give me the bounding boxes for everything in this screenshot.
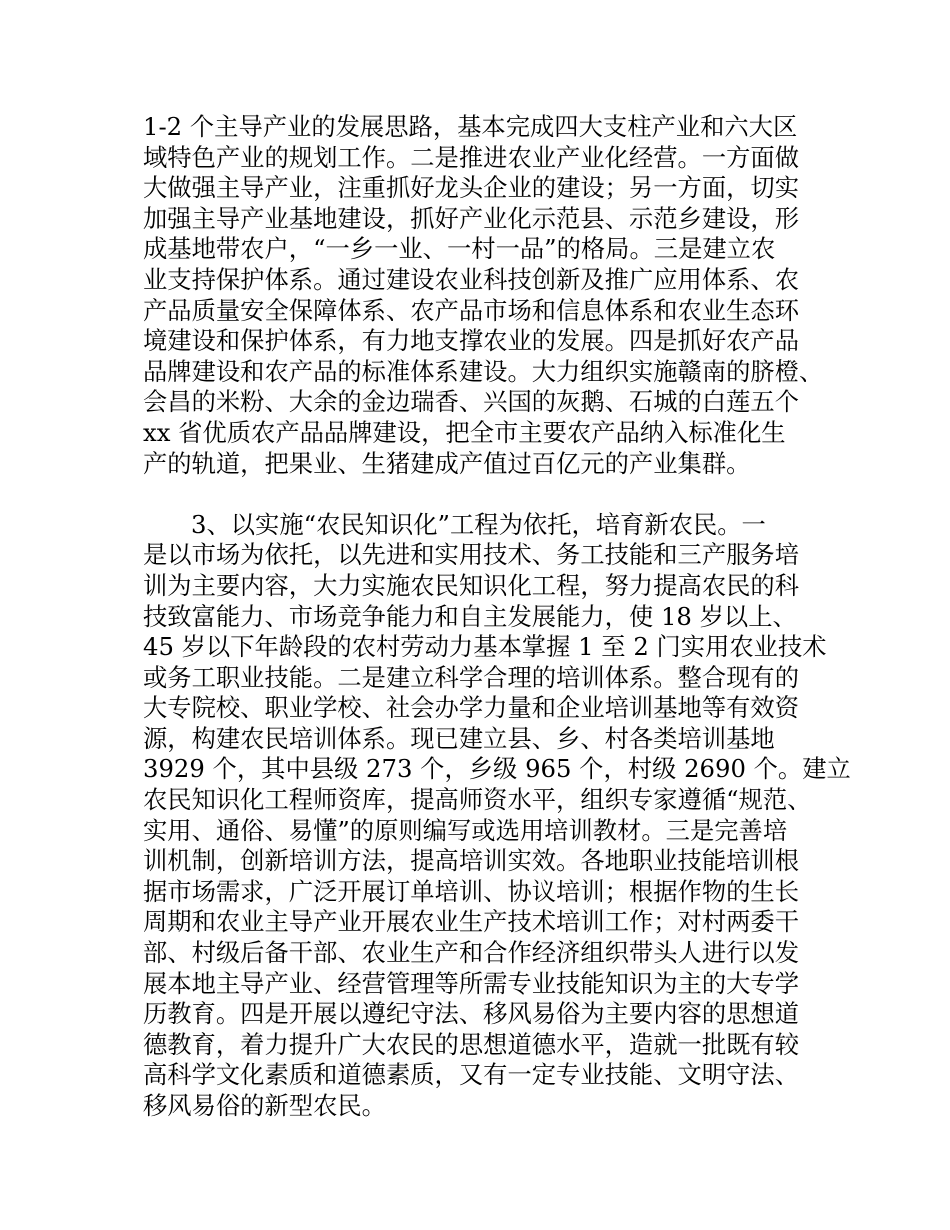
text-line: 域特色产业的规划工作。二是推进农业产业化经营。一方面做 xyxy=(143,142,800,172)
text-line: 大做强主导产业，注重抓好龙头企业的建设；另一方面，切实 xyxy=(143,173,800,203)
text-line: 45 岁以下年龄段的农村劳动力基本掌握 1 至 2 门实用农业技术 xyxy=(143,632,827,662)
text-line: 3929 个，其中县级 273 个，乡级 965 个，村级 2690 个。建立 xyxy=(143,754,851,784)
text-line: xx 省优质农产品品牌建设，把全市主要农产品纳入标准化生 xyxy=(143,417,786,447)
text-line: 高科学文化素质和道德素质，又有一定专业技能、文明守法、 xyxy=(143,1060,800,1090)
text-line: 技致富能力、市场竞争能力和自主发展能力，使 18 岁以上、 xyxy=(143,601,797,631)
text-line: 历教育。四是开展以遵纪守法、移风易俗为主要内容的思想道 xyxy=(143,999,800,1029)
text-line: 1-2 个主导产业的发展思路，基本完成四大支柱产业和六大区 xyxy=(143,112,798,141)
text-line: 境建设和保护体系，有力地支撑农业的发展。四是抓好农产品 xyxy=(143,326,800,356)
text-line: 据市场需求，广泛开展订单培训、协议培训；根据作物的生长 xyxy=(143,876,800,906)
text-line: 是以市场为依托，以先进和实用技术、务工技能和三产服务培 xyxy=(143,540,800,570)
text-line: 源，构建农民培训体系。现已建立县、乡、村各类培训基地 xyxy=(143,723,775,753)
text-line: 会昌的米粉、大余的金边瑞香、兴国的灰鹅、石城的白莲五个 xyxy=(143,387,800,417)
text-line-first: 3、以实施“农民知识化”工程为依托，培育新农民。一 xyxy=(191,509,766,539)
text-line: 实用、通俗、易懂”的原则编写或选用培训教材。三是完善培 xyxy=(143,815,788,845)
text-line: 品牌建设和农产品的标准体系建设。大力组织实施赣南的脐橙、 xyxy=(143,356,824,386)
text-line: 训机制，创新培训方法，提高培训实效。各地职业技能培训根 xyxy=(143,846,800,876)
text-line: 加强主导产业基地建设，抓好产业化示范县、示范乡建设，形 xyxy=(143,203,800,233)
document-page xyxy=(143,112,851,1122)
text-line: 部、村级后备干部、农业生产和合作经济组织带头人进行以发 xyxy=(143,938,800,968)
text-line: 大专院校、职业学校、社会办学力量和企业培训基地等有效资 xyxy=(143,693,800,723)
text-line: 训为主要内容，大力实施农民知识化工程，努力提高农民的科 xyxy=(143,570,800,600)
text-line: 产品质量安全保障体系、农产品市场和信息体系和农业生态环 xyxy=(143,295,800,325)
text-line: 或务工职业技能。二是建立科学合理的培训体系。整合现有的 xyxy=(143,662,800,692)
text-line: 农民知识化工程师资库，提高师资水平，组织专家遵循“规范、 xyxy=(143,785,812,815)
paragraph-farmer-training xyxy=(143,509,851,1122)
text-line: 移风易俗的新型农民。 xyxy=(143,1091,386,1120)
text-line: 展本地主导产业、经营管理等所需专业技能知识为主的大专学 xyxy=(143,968,800,998)
text-line: 德教育，着力提升广大农民的思想道德水平，造就一批既有较 xyxy=(143,1029,800,1059)
text-line: 周期和农业主导产业开展农业生产技术培训工作；对村两委干 xyxy=(143,907,800,937)
paragraph-gap xyxy=(143,479,823,510)
paragraph-industry-development xyxy=(143,112,823,479)
text-line: 成基地带农户，“一乡一业、一村一品”的格局。三是建立农 xyxy=(143,234,776,264)
text-line: 业支持保护体系。通过建设农业科技创新及推广应用体系、农 xyxy=(143,264,800,294)
text-line: 产的轨道，把果业、生猪建成产值过百亿元的产业集群。 xyxy=(143,448,751,478)
